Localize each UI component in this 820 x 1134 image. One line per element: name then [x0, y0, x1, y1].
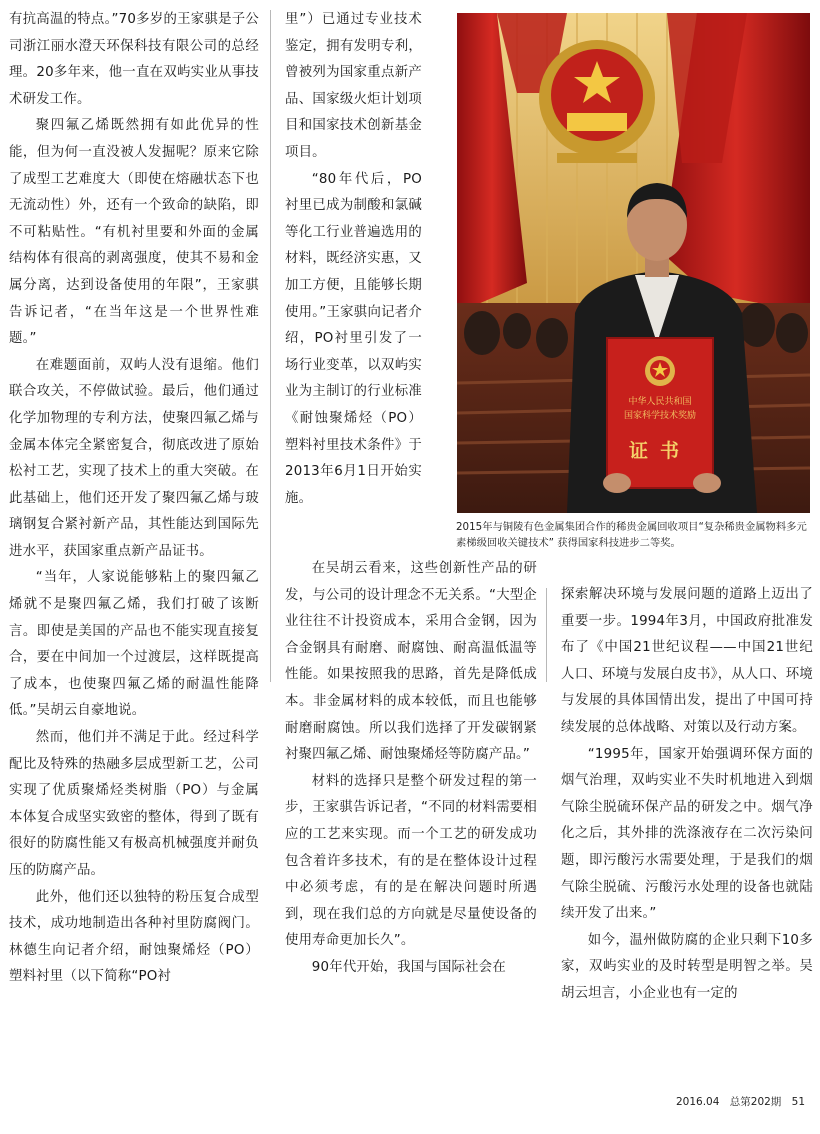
paragraph: “当年，人家说能够粘上的聚四氟乙烯就不是聚四氟乙烯，我们打破了该断言。即使是美国的产品也不能实现直接复合，要在中间加一个过渡层，这样既提高了成本，也使聚四氟乙烯的耐温性能降低。”吴胡云自豪地说。: [9, 570, 259, 719]
paragraph: 此外，他们还以独特的粉压复合成型技术，成功地制造出各种衬里防腐阀门。林德生向记者介绍，耐蚀聚烯烃（PO）塑料衬里（以下简称“PO衬: [9, 889, 259, 985]
certificate-title: 证书: [628, 440, 692, 462]
issue-number: 总第202期: [729, 1096, 782, 1108]
paragraph: 90年代开始，我国与国际社会在: [311, 959, 506, 975]
article-column-1: [9, 7, 259, 991]
issue-date: 2016.04: [676, 1096, 720, 1108]
photo-caption: 2015年与铜陵有色金属集团合作的稀贵金属回收项目“复杂稀贵金属物料多元素梯级回收关键技术” 获得国家科技进步二等奖。: [456, 521, 807, 549]
column-divider: [546, 588, 547, 682]
paragraph: 材料的选择只是整个研发过程的第一步，王家骐告诉记者，“不同的材料需要相应的工艺来实现。而一个工艺的研发成功包含着许多技术，有的是在整体设计过程中必须考虑，有的是在解决问题时所遇到，现在我们总的方向就是尽量使设备的使用寿命更加长久”。: [285, 773, 537, 949]
paragraph: 如今，温州做防腐的企业只剩下10多家，双屿实业的及时转型是明智之举。吴胡云坦言，小企业也有一定的: [561, 932, 813, 1001]
certificate-line-2: 国家科学技术奖励: [623, 411, 697, 421]
page-footer: [676, 1094, 812, 1109]
paragraph: “1995年，国家开始强调环保方面的烟气治理，双屿实业不失时机地进入到烟气除尘脱硫环保产品的研发之中。烟气净化之后，其外排的洗涤液存在二次污染问题，即污酸污水需要处理，于是我们的烟气除尘脱硫、污酸污水处理的设备也就陆续开发了出来。”: [561, 746, 813, 922]
paragraph: 探索解决环境与发展问题的道路上迈出了重要一步。1994年3月，中国政府批准发布了《中国21世纪议程——中国21世纪人口、环境与发展白皮书》，从人口、环境与发展的具体国情出发，提出了中国可持续发展的总体战略、对策以及行动方案。: [561, 587, 813, 735]
paragraph: 在吴胡云看来，这些创新性产品的研发，与公司的设计理念不无关系。“大型企业往往不计投资成本，采用合金钢，因为合金钢具有耐磨、耐腐蚀、耐高温低温等性能。如果按照我的思路，首先是降低成本。非金属材料的成本较低，而且也能够耐磨耐腐蚀。所以我们选择了开发碳钢紧衬聚四氟乙烯、耐蚀聚烯烃等防腐产品。”: [285, 561, 537, 763]
paragraph: “80年代后，PO衬里已成为制酸和氯碱等化工行业普遍选用的材料，既经济实惠，又加工方便，且能够长期使用。”王家骐向记者介绍，PO衬里引发了一场行业变革，以双屿实业为主制订的行业标准《耐蚀聚烯烃（PO）塑料衬里技术条件》于2013年6月1日开始实施。: [285, 171, 422, 506]
column-divider: [270, 10, 271, 682]
page-number: 51: [791, 1096, 806, 1108]
certificate-line-1: 中华人民共和国: [628, 397, 692, 407]
article-column-2-bottom: [285, 556, 537, 982]
article-column-3: [561, 582, 813, 1008]
article-column-2-top: [285, 7, 422, 512]
certificate: [603, 338, 721, 493]
paragraph: 有抗高温的特点。”70多岁的王家骐是子公司浙江丽水澄天环保科技有限公司的总经理。20多年来，他一直在双屿实业从事技术研发工作。: [9, 12, 259, 107]
paragraph: 然而，他们并不满足于此。经过科学配比及特殊的热融多层成型新工艺，公司实现了优质聚烯烃类树脂（PO）与金属本体复合成坚实致密的整体，得到了既有很好的防腐性能又有极高机械强度并耐负压的防腐产品。: [9, 730, 259, 878]
award-photo: [457, 13, 810, 513]
paragraph: 聚四氟乙烯既然拥有如此优异的性能，但为何一直没被人发掘呢？原来它除了成型工艺难度大（即使在熔融状态下也无流动性）外，还有一个致命的缺陷，即不可粘贴性。“有机衬里要和外面的金属结构体有很高的剥离强度，使其不易和金属分离，达到设备使用的年限”，王家骐告诉记者，“在当年这是一个世界性难题。”: [9, 118, 259, 347]
paragraph: 在难题面前，双屿人没有退缩。他们联合攻关，不停做试验。最后，他们通过化学加物理的专利方法，使聚四氟乙烯与金属本体完全紧密复合，彻底改进了原始松衬工艺，实现了技术上的重大突破。在此基础上，他们还开发了聚四氟乙烯与玻璃钢复合紧衬新产品，其性能达到国际先进水平，获国家重点新产品证书。: [9, 357, 259, 559]
photo-illustration: [457, 13, 810, 513]
paragraph: 里”）已通过专业技术鉴定，拥有发明专利，曾被列为国家重点新产品、国家级火炬计划项目和国家技术创新基金项目。: [285, 12, 422, 160]
